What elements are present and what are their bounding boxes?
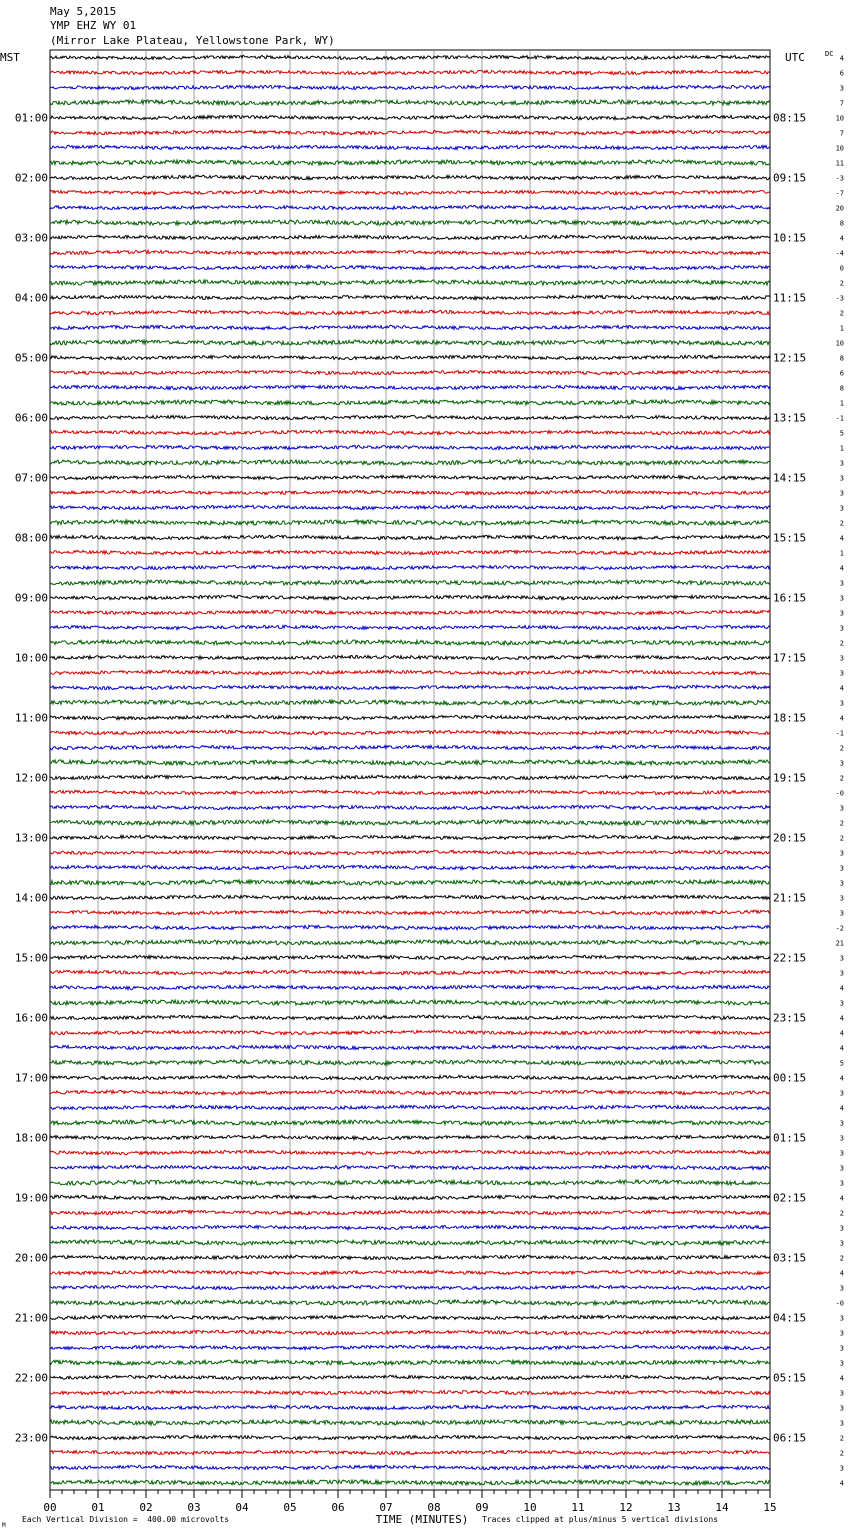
seismic-trace: [50, 535, 770, 539]
dc-offset-value: 3: [839, 1284, 844, 1293]
seismic-trace: [50, 940, 770, 945]
seismic-trace: [50, 85, 770, 89]
dc-offset-value: 0: [839, 264, 844, 273]
seismic-trace: [50, 580, 770, 585]
seismic-trace: [50, 520, 770, 525]
seismic-trace: [50, 310, 770, 314]
seismic-trace: [50, 340, 770, 345]
dc-offset-value: 4: [839, 564, 844, 573]
seismic-trace: [50, 1300, 770, 1305]
seismic-trace: [50, 1210, 770, 1214]
seismic-trace: [50, 850, 770, 854]
right-hour-label: 17:15: [773, 651, 807, 665]
dc-offset-value: 5: [839, 1059, 844, 1068]
seismic-trace: [50, 265, 770, 269]
dc-offset-value: -0: [835, 789, 844, 798]
corner-marker: M: [2, 1522, 6, 1529]
dc-offset-value: 4: [839, 684, 844, 693]
seismic-trace: [50, 1435, 770, 1439]
station-code: YMP EHZ WY 01: [50, 19, 137, 32]
seismic-trace: [50, 1420, 770, 1425]
seismic-trace: [50, 505, 770, 509]
left-hour-label: 07:00: [14, 471, 48, 485]
seismic-trace: [50, 775, 770, 779]
dc-offset-value: 4: [839, 1029, 844, 1038]
seismic-trace: [50, 370, 770, 374]
dc-offset-value: -4: [835, 249, 844, 258]
dc-offset-value: 3: [839, 1419, 844, 1428]
seismic-trace: [50, 1150, 770, 1154]
x-tick-label: 04: [235, 1501, 249, 1514]
dc-offset-value: 1: [839, 549, 844, 558]
right-hour-label: 18:15: [773, 711, 807, 725]
dc-offset-value: 3: [839, 879, 844, 888]
seismic-trace: [50, 1405, 770, 1409]
right-hour-label: 19:15: [773, 771, 807, 785]
seismic-trace: [50, 1330, 770, 1334]
right-hour-label: 02:15: [773, 1191, 807, 1205]
seismic-trace: [50, 415, 770, 419]
dc-offset-value: 3: [839, 1314, 844, 1323]
dc-offset-value: 3: [839, 1089, 844, 1098]
right-hour-label: 10:15: [773, 231, 807, 245]
dc-offset-value: 3: [839, 669, 844, 678]
seismic-trace: [50, 160, 770, 165]
seismic-trace: [50, 1360, 770, 1365]
dc-offset-value: 4: [839, 534, 844, 543]
dc-offset-value: 2: [839, 819, 844, 828]
dc-offset-value: 4: [839, 1104, 844, 1113]
seismic-trace: [50, 1390, 770, 1394]
seismic-trace: [50, 640, 770, 645]
dc-offset-value: 6: [839, 369, 844, 378]
dc-offset-value: 2: [839, 744, 844, 753]
x-tick-label: 11: [571, 1501, 585, 1514]
dc-offset-value: 3: [839, 1224, 844, 1233]
seismic-trace: [50, 430, 770, 434]
dc-offset-value: 3: [839, 624, 844, 633]
seismic-trace: [50, 925, 770, 929]
left-hour-label: 22:00: [14, 1371, 48, 1385]
right-hour-label: 00:15: [773, 1071, 807, 1085]
seismic-trace: [50, 460, 770, 465]
left-timezone-label: MST: [0, 51, 20, 64]
dc-offset-value: 3: [839, 909, 844, 918]
x-tick-label: 14: [715, 1501, 729, 1514]
dc-offset-value: 4: [839, 1269, 844, 1278]
dc-offset-value: 3: [839, 699, 844, 708]
dc-offset-value: 3: [839, 759, 844, 768]
dc-offset-value: 3: [839, 1344, 844, 1353]
left-hour-label: 11:00: [14, 711, 48, 725]
dc-offset-value: 2: [839, 1254, 844, 1263]
seismic-trace: [50, 700, 770, 705]
seismic-trace: [50, 1180, 770, 1185]
left-hour-label: 02:00: [14, 171, 48, 185]
x-tick-label: 05: [283, 1501, 297, 1514]
right-timezone-label: UTC: [785, 51, 805, 64]
seismic-trace: [50, 685, 770, 689]
seismic-trace: [50, 910, 770, 914]
right-hour-label: 23:15: [773, 1011, 807, 1025]
seismic-trace: [50, 175, 770, 179]
left-hour-label: 20:00: [14, 1251, 48, 1265]
seismic-trace: [50, 325, 770, 329]
seismic-trace: [50, 550, 770, 554]
dc-offset-value: 4: [839, 1374, 844, 1383]
seismic-trace: [50, 610, 770, 614]
seismic-trace: [50, 835, 770, 839]
left-hour-label: 21:00: [14, 1311, 48, 1325]
right-hour-label: 08:15: [773, 111, 807, 125]
dc-offset-value: 4: [839, 1479, 844, 1488]
dc-header-label: DC: [825, 50, 834, 58]
x-tick-label: 09: [475, 1501, 489, 1514]
dc-offset-value: 1: [839, 399, 844, 408]
seismic-trace: [50, 715, 770, 719]
seismic-trace: [50, 205, 770, 209]
seismic-trace: [50, 190, 770, 194]
x-axis-title: TIME (MINUTES): [375, 1513, 469, 1526]
seismic-trace: [50, 595, 770, 599]
seismic-trace: [50, 895, 770, 899]
seismic-trace: [50, 250, 770, 254]
dc-offset-value: 3: [839, 654, 844, 663]
dc-offset-value: -3: [835, 294, 844, 303]
x-tick-label: 08: [427, 1501, 441, 1514]
seismic-trace: [50, 820, 770, 825]
seismic-trace: [50, 1030, 770, 1034]
seismic-trace: [50, 655, 770, 659]
seismic-trace: [50, 880, 770, 885]
dc-offset-value: 3: [839, 1329, 844, 1338]
seismic-trace: [50, 115, 770, 119]
right-hour-label: 16:15: [773, 591, 807, 605]
seismic-trace: [50, 1165, 770, 1169]
seismic-trace: [50, 1060, 770, 1065]
seismic-trace: [50, 145, 770, 149]
x-tick-label: 15: [763, 1501, 777, 1514]
x-tick-label: 06: [331, 1501, 345, 1514]
right-hour-label: 14:15: [773, 471, 807, 485]
dc-offset-value: 11: [835, 159, 844, 168]
seismic-trace: [50, 445, 770, 449]
dc-offset-value: -7: [835, 189, 844, 198]
seismic-trace: [50, 235, 770, 239]
right-hour-label: 03:15: [773, 1251, 807, 1265]
seismic-trace: [50, 625, 770, 629]
dc-offset-value: 3: [839, 804, 844, 813]
dc-offset-value: 4: [839, 234, 844, 243]
dc-offset-value: 2: [839, 519, 844, 528]
seismic-trace: [50, 1000, 770, 1005]
dc-offset-value: 7: [839, 99, 844, 108]
dc-offset-value: 3: [839, 84, 844, 93]
dc-offset-value: 4: [839, 984, 844, 993]
dc-offset-value: 3: [839, 609, 844, 618]
dc-offset-value: 5: [839, 429, 844, 438]
seismic-trace: [50, 730, 770, 734]
x-tick-label: 03: [187, 1501, 201, 1514]
seismic-trace: [50, 55, 770, 59]
left-hour-label: 05:00: [14, 351, 48, 365]
plot-date: May 5,2015: [50, 5, 117, 18]
scale-note: Each Vertical Division = 400.00 microvolts: [22, 1515, 230, 1524]
seismic-trace: [50, 70, 770, 74]
dc-offset-value: 3: [839, 864, 844, 873]
seismic-trace: [50, 1270, 770, 1274]
dc-offset-value: 3: [839, 969, 844, 978]
seismic-trace: [50, 355, 770, 359]
dc-offset-value: 3: [839, 1179, 844, 1188]
seismic-trace: [50, 1450, 770, 1454]
dc-offset-value: 4: [839, 1074, 844, 1083]
left-hour-label: 12:00: [14, 771, 48, 785]
dc-offset-value: 3: [839, 1389, 844, 1398]
dc-offset-value: 3: [839, 1404, 844, 1413]
left-hour-label: 19:00: [14, 1191, 48, 1205]
dc-offset-value: 3: [839, 579, 844, 588]
right-hour-label: 01:15: [773, 1131, 807, 1145]
seismic-trace: [50, 1345, 770, 1349]
seismic-trace: [50, 280, 770, 285]
dc-offset-value: 3: [839, 489, 844, 498]
right-hour-label: 20:15: [773, 831, 807, 845]
left-hour-label: 14:00: [14, 891, 48, 905]
x-tick-label: 10: [523, 1501, 537, 1514]
dc-offset-value: 4: [839, 1194, 844, 1203]
dc-offset-value: 8: [839, 354, 844, 363]
seismic-trace: [50, 985, 770, 989]
dc-offset-value: 3: [839, 1134, 844, 1143]
left-hour-label: 10:00: [14, 651, 48, 665]
left-hour-label: 18:00: [14, 1131, 48, 1145]
dc-offset-value: 3: [839, 1164, 844, 1173]
dc-offset-value: 4: [839, 1014, 844, 1023]
dc-offset-value: 2: [839, 774, 844, 783]
right-hour-label: 06:15: [773, 1431, 807, 1445]
dc-offset-value: -3: [835, 174, 844, 183]
dc-offset-value: 2: [839, 309, 844, 318]
dc-offset-value: 8: [839, 219, 844, 228]
dc-offset-value: 3: [839, 504, 844, 513]
dc-offset-value: -0: [835, 1299, 844, 1308]
x-tick-label: 01: [91, 1501, 105, 1514]
dc-offset-value: 2: [839, 1434, 844, 1443]
seismic-trace: [50, 865, 770, 869]
seismic-trace: [50, 475, 770, 479]
seismic-trace: [50, 1480, 770, 1485]
seismic-trace: [50, 1195, 770, 1199]
seismic-trace: [50, 745, 770, 749]
right-hour-label: 05:15: [773, 1371, 807, 1385]
seismic-trace: [50, 1285, 770, 1289]
dc-offset-value: 7: [839, 129, 844, 138]
seismic-trace: [50, 1240, 770, 1245]
left-hour-label: 03:00: [14, 231, 48, 245]
left-hour-label: 04:00: [14, 291, 48, 305]
dc-offset-value: 10: [835, 114, 844, 123]
dc-offset-value: 3: [839, 1464, 844, 1473]
right-hour-label: 15:15: [773, 531, 807, 545]
dc-offset-value: 1: [839, 444, 844, 453]
seismic-trace: [50, 565, 770, 569]
seismic-trace: [50, 805, 770, 809]
right-hour-label: 04:15: [773, 1311, 807, 1325]
seismic-trace: [50, 790, 770, 794]
dc-offset-value: 10: [835, 144, 844, 153]
dc-offset-value: 3: [839, 849, 844, 858]
dc-offset-value: 20: [835, 204, 844, 213]
seismic-trace: [50, 1225, 770, 1229]
dc-offset-value: 8: [839, 384, 844, 393]
seismic-trace: [50, 760, 770, 765]
dc-offset-value: 2: [839, 1449, 844, 1458]
right-hour-label: 13:15: [773, 411, 807, 425]
dc-offset-value: 3: [839, 474, 844, 483]
dc-offset-value: 2: [839, 834, 844, 843]
seismic-trace: [50, 490, 770, 494]
dc-offset-value: 3: [839, 894, 844, 903]
right-hour-label: 22:15: [773, 951, 807, 965]
left-hour-label: 17:00: [14, 1071, 48, 1085]
dc-offset-value: 3: [839, 459, 844, 468]
seismic-trace: [50, 1105, 770, 1109]
seismic-trace: [50, 1090, 770, 1094]
x-tick-label: 13: [667, 1501, 681, 1514]
dc-offset-value: -1: [835, 729, 844, 738]
seismic-trace: [50, 220, 770, 225]
left-hour-label: 01:00: [14, 111, 48, 125]
dc-offset-value: -1: [835, 414, 844, 423]
left-hour-label: 13:00: [14, 831, 48, 845]
seismic-trace: [50, 955, 770, 959]
left-hour-label: 06:00: [14, 411, 48, 425]
left-hour-label: 09:00: [14, 591, 48, 605]
left-hour-label: 23:00: [14, 1431, 48, 1445]
dc-offset-value: 2: [839, 279, 844, 288]
seismic-trace: [50, 970, 770, 974]
dc-offset-value: 4: [839, 54, 844, 63]
dc-offset-value: 3: [839, 594, 844, 603]
seismic-trace: [50, 1015, 770, 1019]
dc-offset-value: 4: [839, 714, 844, 723]
seismic-trace: [50, 1045, 770, 1049]
right-hour-label: 09:15: [773, 171, 807, 185]
station-location: (Mirror Lake Plateau, Yellowstone Park, WY): [50, 34, 335, 47]
right-hour-label: 11:15: [773, 291, 807, 305]
dc-offset-value: 2: [839, 639, 844, 648]
dc-offset-value: 3: [839, 1239, 844, 1248]
seismic-trace: [50, 100, 770, 105]
dc-offset-value: 6: [839, 69, 844, 78]
right-hour-label: 12:15: [773, 351, 807, 365]
dc-offset-value: 4: [839, 1044, 844, 1053]
dc-offset-value: 2: [839, 1209, 844, 1218]
seismic-trace: [50, 1315, 770, 1319]
dc-offset-value: 1: [839, 324, 844, 333]
x-tick-label: 02: [139, 1501, 153, 1514]
plot-frame: [50, 50, 770, 1490]
seismic-trace: [50, 1255, 770, 1259]
dc-offset-value: 3: [839, 1119, 844, 1128]
seismic-trace: [50, 1375, 770, 1379]
left-hour-label: 15:00: [14, 951, 48, 965]
dc-offset-value: 10: [835, 339, 844, 348]
dc-offset-value: -2: [835, 924, 844, 933]
dc-offset-value: 3: [839, 1359, 844, 1368]
seismic-trace: [50, 1120, 770, 1125]
seismic-trace: [50, 400, 770, 405]
left-hour-label: 08:00: [14, 531, 48, 545]
right-hour-label: 21:15: [773, 891, 807, 905]
seismic-trace: [50, 385, 770, 389]
seismic-trace: [50, 670, 770, 674]
seismic-trace: [50, 1135, 770, 1139]
x-tick-label: 00: [43, 1501, 57, 1514]
dc-offset-value: 3: [839, 999, 844, 1008]
dc-offset-value: 3: [839, 954, 844, 963]
seismic-trace: [50, 130, 770, 134]
dc-offset-value: 3: [839, 1149, 844, 1158]
clip-note: Traces clipped at plus/minus 5 vertical divisions: [482, 1515, 719, 1524]
seismic-trace: [50, 1465, 770, 1469]
x-tick-label: 07: [379, 1501, 393, 1514]
seismic-trace: [50, 1075, 770, 1079]
left-hour-label: 16:00: [14, 1011, 48, 1025]
x-tick-label: 12: [619, 1501, 633, 1514]
dc-offset-value: 21: [835, 939, 844, 948]
seismic-trace: [50, 295, 770, 299]
